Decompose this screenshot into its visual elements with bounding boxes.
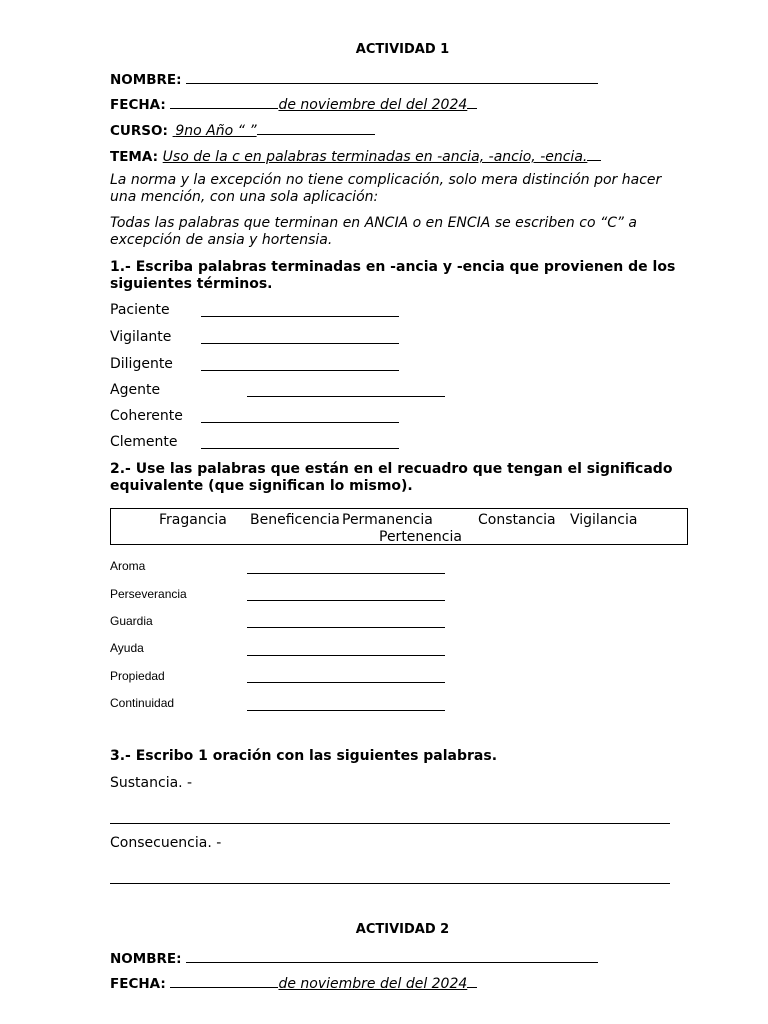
word-box [110, 508, 688, 545]
course-label: CURSO: [110, 123, 168, 139]
topic-value: Uso de la c en palabras terminadas en -ancia, -ancio, -encia. [162, 149, 588, 165]
q2-answer-line[interactable] [247, 600, 445, 601]
date-label: FECHA: [110, 976, 166, 992]
q2-answer-line[interactable] [247, 573, 445, 574]
name-label: NOMBRE: [110, 72, 182, 88]
word-box-item: Pertenencia [379, 529, 462, 545]
date-value: de noviembre del del 2024 [278, 97, 468, 113]
q2-answer-line[interactable] [247, 655, 445, 656]
q1-term: Paciente [110, 302, 170, 318]
activity-1-title: ACTIVIDAD 1 [355, 42, 450, 57]
date-row [110, 94, 477, 113]
topic-label: TEMA: [110, 149, 158, 165]
q1-term: Vigilante [110, 329, 172, 345]
name-label: NOMBRE: [110, 951, 182, 967]
q1-term: Clemente [110, 434, 178, 450]
topic-row [110, 146, 601, 165]
word-box-item: Fragancia [159, 512, 227, 528]
q2-answer-line[interactable] [247, 627, 445, 628]
course-value: 9no Año “ ” [175, 123, 257, 139]
q2-term: Guardia [110, 614, 153, 628]
intro-paragraph-1: La norma y la excepción no tiene complicación, solo mera distinción por hacer una mención, con una sola aplicación: [110, 172, 662, 205]
word-box-item: Constancia [478, 512, 556, 528]
q2-term: Perseverancia [110, 587, 187, 601]
course-row [110, 120, 375, 139]
name-row [110, 69, 598, 88]
q2-term: Ayuda [110, 641, 144, 655]
topic-tail-line [587, 146, 601, 161]
q1-answer-line[interactable] [201, 370, 399, 371]
date-value: de noviembre del del 2024 [278, 976, 468, 992]
q2-answer-line[interactable] [247, 682, 445, 683]
question-1: 1.- Escriba palabras terminadas en -ancia y -encia que provienen de los siguientes términos. [110, 259, 676, 292]
q1-answer-line[interactable] [201, 422, 399, 423]
course-field[interactable] [257, 120, 375, 135]
q1-answer-line[interactable] [201, 448, 399, 449]
name-field[interactable] [186, 69, 598, 84]
date-label: FECHA: [110, 97, 166, 113]
word-box-item: Vigilancia [570, 512, 638, 528]
word-box-item: Permanencia [342, 512, 433, 528]
date-tail-line [467, 973, 477, 988]
q3-term: Consecuencia. - [110, 835, 222, 851]
q1-answer-line[interactable] [201, 343, 399, 344]
q2-term: Propiedad [110, 669, 165, 683]
word-box-item: Beneficencia [250, 512, 340, 528]
q2-term: Continuidad [110, 696, 175, 710]
q2-answer-line[interactable] [247, 710, 445, 711]
q3-answer-line[interactable] [110, 883, 670, 884]
q1-answer-line[interactable] [201, 316, 399, 317]
activity-2-title: ACTIVIDAD 2 [355, 922, 450, 937]
q1-term: Coherente [110, 408, 183, 424]
question-3: 3.- Escribo 1 oración con las siguientes palabras. [110, 748, 498, 764]
q3-answer-line[interactable] [110, 823, 670, 824]
intro-paragraph-2: Todas las palabras que terminan en ANCIA o en ENCIA se escriben co “C” a excepción de ansia y hortensia. [110, 215, 637, 248]
question-2: 2.- Use las palabras que están en el recuadro que tengan el significado equivalente (que significan lo mismo). [110, 461, 673, 494]
name-row-2 [110, 948, 598, 967]
date-row-2 [110, 973, 477, 992]
date-tail-line [467, 94, 477, 109]
date-day-field[interactable] [170, 973, 278, 988]
q3-term: Sustancia. - [110, 775, 193, 791]
q1-answer-line[interactable] [247, 396, 445, 397]
name-field[interactable] [186, 948, 598, 963]
date-day-field[interactable] [170, 94, 278, 109]
q2-term: Aroma [110, 559, 146, 573]
q1-term: Agente [110, 382, 161, 398]
q1-term: Diligente [110, 356, 173, 372]
